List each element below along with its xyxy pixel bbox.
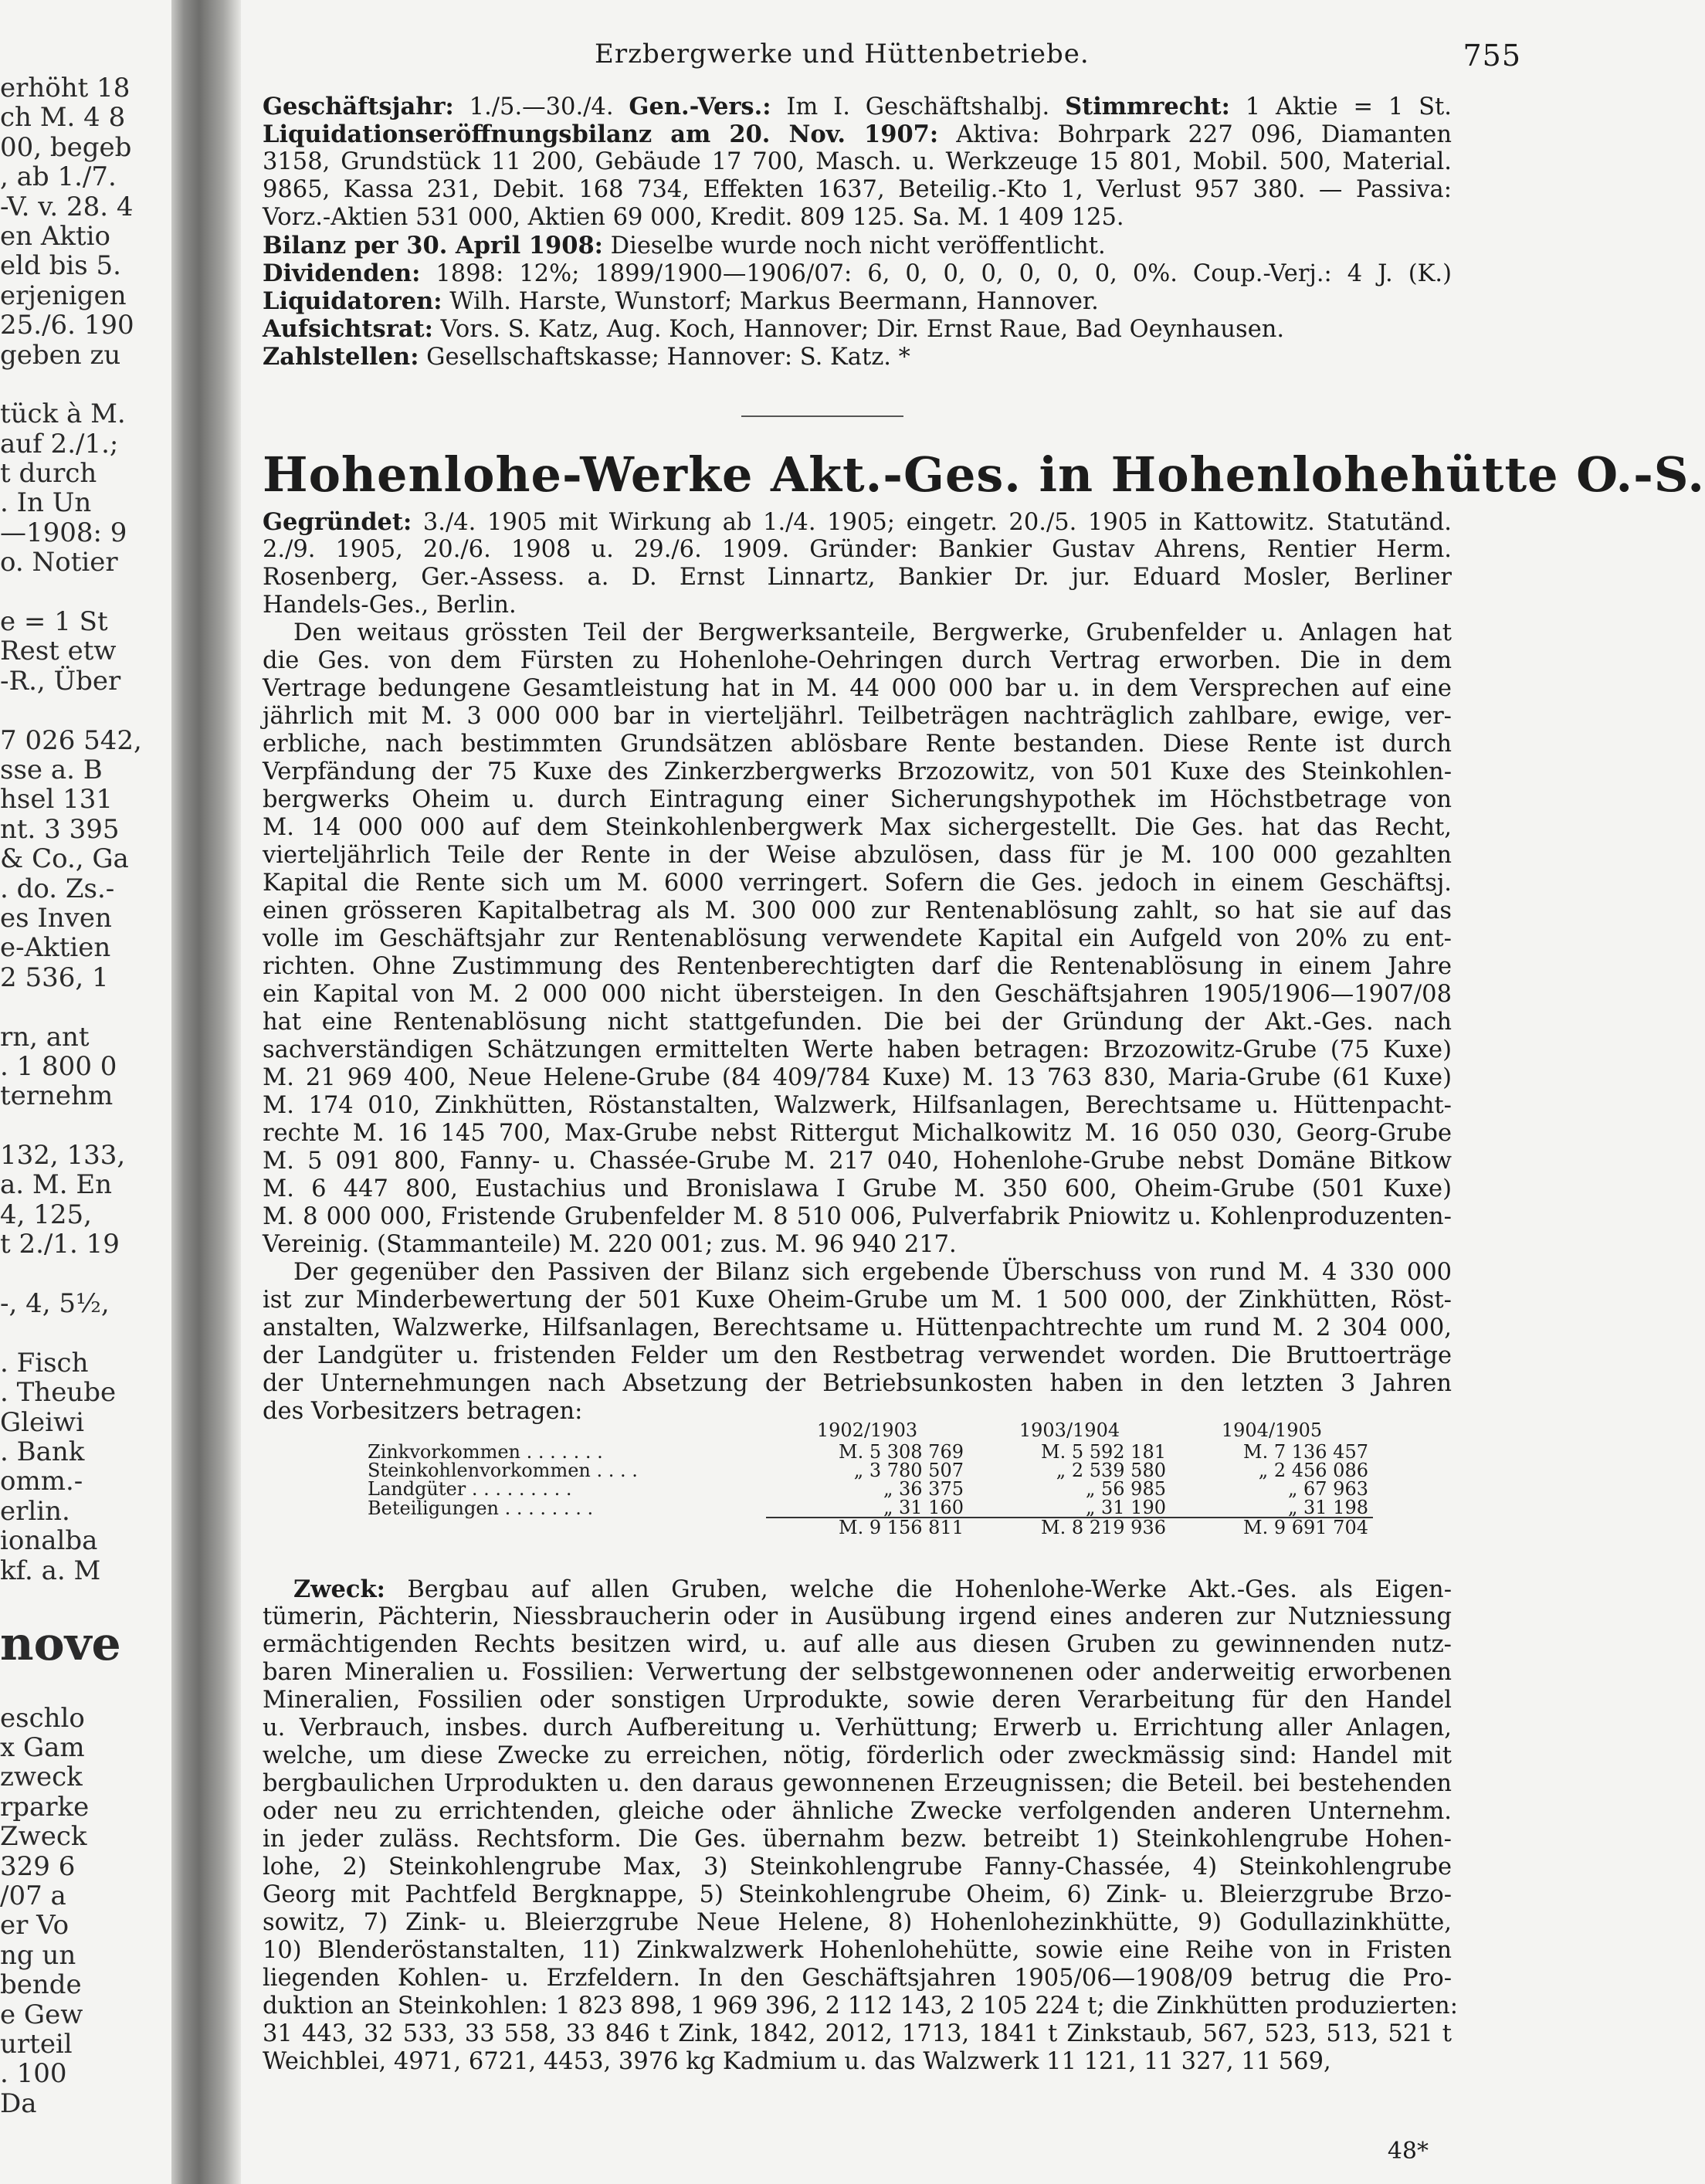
text-line: Den weitaus grössten Teil der Bergwerksanteile, Bergwerke, Grubenfelder u. Anlagen hat [293, 619, 1452, 646]
text-line: bergbaulichen Urprodukten u. den daraus gewonnenen Erzeugnissen; die Beteil. bei bestehenden [263, 1770, 1452, 1797]
bleed-line: rparke [0, 1791, 90, 1823]
bleed-line: er Vo [0, 1910, 69, 1942]
bleed-line: a. M. En [0, 1169, 113, 1201]
text-line: 10) Blenderöstanstalten, 11) Zinkwalzwerk Hohenlohehütte, sowie eine Reihe von in Fristen [263, 1937, 1452, 1964]
text-line: der Landgüter u. fristenden Felder um den Restbetrag verwendet worden. Die Bruttoerträge [263, 1342, 1452, 1369]
text-line: M. 174 010, Zinkhütten, Röstanstalten, Walzwerk, Hilfsanlagen, Berechtsame u. Hüttenpacht- [263, 1092, 1452, 1119]
text-line: Georg mit Pachtfeld Bergknappe, 5) Steinkohlengrube Oheim, 6) Zink- u. Bleierzgrube Brzo- [263, 1881, 1452, 1908]
bleed-line [0, 578, 171, 607]
text-line: Vereinig. (Stammanteile) M. 220 001; zus. M. 96 940 217. [263, 1231, 957, 1258]
table-row [363, 1461, 1373, 1480]
company-body [263, 508, 1452, 1426]
table-cell: „ 56 985 [1085, 1478, 1166, 1500]
bleed-line: 4, 125, [0, 1199, 92, 1230]
text-line: Der gegenüber den Passiven der Bilanz sich ergebende Überschuss von rund M. 4 330 000 [293, 1259, 1452, 1286]
bleed-line: Rest etw [0, 636, 117, 667]
text-line: in jeder zuläss. Rechtsform. Die Ges. übernahm bezw. betreibt 1) Steinkohlengrube Hohen- [263, 1826, 1452, 1853]
text-line: anstalten, Walzwerke, Hilfsanlagen, Berechtsame u. Hüttenpachtrechte um rund M. 2 304 000, [263, 1314, 1452, 1341]
total-cell: M. 9 156 811 [766, 1518, 968, 1537]
purpose-section [263, 1575, 1458, 2076]
text-line: M. 6 447 800, Eustachius und Bronislawa I Grube M. 350 600, Oheim-Grube (501 Kuxe) [263, 1175, 1452, 1202]
text-line: einen grösseren Kapitalbetrag als M. 300 000 zur Rentenablösung zahlt, so hat sie auf das [263, 897, 1452, 924]
text-line: lohe, 2) Steinkohlengrube Max, 3) Steinkohlengrube Fanny-Chassée, 4) Steinkohlengrube [263, 1853, 1452, 1880]
bleed-line: . Fisch [0, 1347, 89, 1379]
bleed-line: 25./6. 190 [0, 310, 134, 341]
bleed-line: Gleiwi [0, 1406, 85, 1438]
bleed-line: Zweck [0, 1821, 87, 1853]
bleed-line: —1908: 9 [0, 517, 127, 548]
text-line: ermächtigenden Rechts besitzen wird, u. auf alle aus diesen Gruben zu gewinnenden nutz- [263, 1631, 1452, 1658]
bleed-line: sse a. B [0, 754, 103, 785]
text-line: Bilanz per 30. April 1908: Dieselbe wurde noch nicht veröffentlicht. [263, 232, 1106, 259]
text-line: M. 14 000 000 auf dem Steinkohlenbergwerk Max sichergestellt. Die Ges. hat das Recht, [263, 814, 1452, 841]
table-cell: „ 31 160 [883, 1497, 964, 1518]
section-divider [741, 415, 903, 417]
total-cell: M. 8 219 936 [968, 1518, 1171, 1537]
text-line: des Vorbesitzers betragen: [263, 1398, 583, 1425]
text-line: Rosenberg, Ger.-Assess. a. D. Ernst Linnartz, Bankier Dr. jur. Eduard Mosler, Berliner [263, 564, 1452, 591]
bleed-line: -R., Über [0, 665, 121, 697]
facing-page-bleed [0, 73, 171, 2159]
bleed-line: kf. a. M [0, 1555, 101, 1586]
text-line: volle im Geschäftsjahr zur Rentenablösung verwendete Kapital ein Aufgeld von 20% zu ent- [263, 925, 1452, 952]
bleed-line [0, 1318, 171, 1348]
text-line: Dividenden: 1898: 12%; 1899/1900—1906/07: 6, 0, 0, 0, 0, 0, 0, 0%. Coup.-Verj.: 4 J. (K.) [263, 259, 1452, 287]
bleed-line: auf 2./1.; [0, 428, 119, 460]
row-label: Beteiligungen . . . . . . . . [368, 1497, 594, 1519]
bleed-line [0, 1260, 171, 1289]
bleed-line [0, 1674, 171, 1703]
text-line: baren Mineralien u. Fossilien: Verwertung der selbstgewonnenen oder anderweitig erworbenen [263, 1659, 1452, 1686]
bleed-line: en Aktio [0, 220, 110, 252]
bleed-line: tück à M. [0, 398, 126, 430]
signature-mark: 48* [1387, 2138, 1429, 2165]
text-line: sowitz, 7) Zink- u. Bleierzgrube Neue Helene, 8) Hohenlohezinkhütte, 9) Godullazinkhütte, [263, 1909, 1452, 1936]
text-line: Weichblei, 4971, 6721, 4453, 3976 kg Kadmium u. das Walzwerk 11 121, 11 327, 11 569, [263, 2048, 1331, 2075]
page-number: 755 [1463, 39, 1521, 73]
bleed-line: eld bis 5. [0, 250, 121, 282]
bleed-line: . 1 800 0 [0, 1050, 117, 1082]
bleed-line: o. Notier [0, 547, 118, 578]
text-line: Verpfändung der 75 Kuxe des Zinkerzbergwerks Brzozowitz, von 501 Kuxe des Steinkohlen- [263, 758, 1452, 785]
text-line: ist zur Minderbewertung der 501 Kuxe Oheim-Grube um M. 1 500 000, der Zinkhütten, Röst- [263, 1287, 1452, 1314]
total-cell: M. 9 691 704 [1171, 1518, 1373, 1537]
text-line: u. Verbrauch, insbes. durch Aufbereitung u. Verhüttung; Erwerb u. Errichtung aller Anlagen, [263, 1714, 1452, 1741]
text-line: welche, um diese Zwecke zu erreichen, nötig, förderlich oder zweckmässig sind: Handel mit [263, 1742, 1452, 1769]
bleed-line: -V. v. 28. 4 [0, 191, 134, 222]
bleed-line: erlin. [0, 1495, 70, 1527]
table-row [363, 1480, 1373, 1498]
row-label: Landgüter . . . . . . . . . [368, 1478, 572, 1500]
text-line: die Ges. von dem Fürsten zu Hohenlohe-Oehringen durch Vertrag erworben. Die in dem [263, 647, 1452, 674]
table-cell: „ 31 190 [1085, 1497, 1166, 1518]
text-line: oder neu zu errichtenden, gleiche oder ähnliche Zwecke verfolgenden anderen Unternehm. [263, 1798, 1452, 1825]
text-line: ein Kapital von M. 2 000 000 nicht übersteigen. In den Geschäftsjahren 1905/1906—1907/08 [263, 981, 1452, 1008]
table-cell: „ 36 375 [883, 1478, 964, 1500]
bleed-line: 329 6 [0, 1850, 76, 1882]
bleed-line: 132, 133, [0, 1140, 126, 1172]
table-cell: „ 2 456 086 [1258, 1460, 1368, 1481]
text-line: Mineralien, Fossilien oder sonstigen Urprodukte, sowie deren Verarbeitung für den Handel [263, 1687, 1452, 1714]
table-cell: „ 67 963 [1287, 1478, 1368, 1500]
bleed-line: . 100 [0, 2058, 67, 2090]
bleed-line: eschlo [0, 1702, 85, 1734]
text-line: 2./9. 1905, 20./6. 1908 u. 29./6. 1909. Gründer: Bankier Gustav Ahrens, Rentier Herm. [263, 536, 1452, 563]
text-line: M. 8 000 000, Fristende Grubenfelder M. 8 510 006, Pulverfabrik Pniowitz u. Kohlenproduzenten- [263, 1203, 1452, 1230]
bleed-line: ch M. 4 8 [0, 102, 126, 134]
text-line: tümerin, Pächterin, Niessbraucherin oder in Ausübung irgend eines anderen zur Nutzniessung [263, 1603, 1452, 1630]
table-cell: M. 7 136 457 [1243, 1441, 1368, 1463]
text-line: Zahlstellen: Gesellschaftskasse; Hannover: S. Katz. * [263, 343, 910, 371]
company-title: Hohenlohe-Werke Akt.-Ges. in Hohenlohehütte O.-S. [263, 446, 1705, 503]
book-gutter [171, 0, 241, 2184]
bleed-line: & Co., Ga [0, 843, 129, 875]
bleed-line: 2 536, 1 [0, 961, 109, 993]
row-label: Zinkvorkommen . . . . . . . [368, 1441, 603, 1463]
bleed-line: e Gew [0, 1999, 83, 2030]
bleed-line: -, 4, 5½, [0, 1288, 110, 1320]
text-line: Vertrage bedungene Gesamtleistung hat in M. 44 000 000 bar u. in dem Versprechen auf eine [263, 675, 1452, 702]
bleed-line: nove [0, 1617, 121, 1672]
bleed-line [0, 370, 171, 399]
bleed-line: Da [0, 2087, 37, 2119]
bleed-line: . Theube [0, 1377, 117, 1409]
bleed-line: bende [0, 1969, 82, 2001]
table-total-row [363, 1518, 1373, 1537]
text-line: der Unternehmungen nach Absetzung der Betriebsunkosten haben in den letzten 3 Jahren [263, 1370, 1452, 1397]
text-line: Vorz.-Aktien 531 000, Aktien 69 000, Kredit. 809 125. Sa. M. 1 409 125. [263, 204, 1124, 231]
bleed-line: urteil [0, 2029, 73, 2060]
text-line: M. 5 091 800, Fanny- u. Chassée-Grube M. 217 040, Hohenlohe-Grube nebst Domäne Bitkow [263, 1148, 1452, 1175]
text-line: Liquidationseröffnungsbilanz am 20. Nov. 1907: Aktiva: Bohrpark 227 096, Diamanten [263, 120, 1452, 148]
text-line: sachverständigen Schätzungen ermittelten Werte haben betragen: Brzozowitz-Grube (75 Kuxe) [263, 1036, 1452, 1063]
text-line: liegenden Kohlen- u. Erzfeldern. In den Geschäftsjahren 1905/06—1908/09 betrug die Pro- [263, 1965, 1452, 1992]
column-header: 1902/1903 [816, 1419, 918, 1441]
bleed-line: . do. Zs.- [0, 873, 115, 904]
bleed-line: e = 1 St [0, 606, 108, 638]
bleed-line: erhöht 18 [0, 73, 131, 103]
text-line: erbliche, nach bestimmten Grundsätzen ablösbare Rente bestanden. Diese Rente ist durch [263, 731, 1452, 758]
bleed-line: . In Un [0, 487, 92, 519]
column-header: 1903/1904 [1019, 1419, 1120, 1441]
text-line: 3158, Grundstück 11 200, Gebäude 17 700, Masch. u. Werkzeuge 15 801, Mobil. 500, Material. [263, 148, 1452, 175]
text-line: richten. Ohne Zustimmung des Rentenberechtigten darf die Rentenablösung in einem Jahre [263, 953, 1452, 980]
running-header [332, 39, 1521, 74]
text-line: Gegründet: 3./4. 1905 mit Wirkung ab 1./4. 1905; eingetr. 20./5. 1905 in Kattowitz. Statutänd. [263, 508, 1452, 536]
text-line: 9865, Kassa 231, Debit. 168 734, Effekten 1637, Beteilig.-Kto 1, Verlust 957 380. — Passiva: [263, 176, 1452, 203]
text-line: rechte M. 16 145 700, Max-Grube nebst Rittergut Michalkowitz M. 16 050 030, Georg-Grube [263, 1120, 1452, 1147]
table-cell: M. 5 308 769 [839, 1441, 964, 1463]
table-cell: „ 31 198 [1287, 1497, 1368, 1518]
text-line: Geschäftsjahr: 1./5.—30./4. Gen.-Vers.: Im I. Geschäftshalbj. Stimmrecht: 1 Aktie = 1 St. [263, 93, 1452, 120]
bleed-line: 00, begeb [0, 131, 132, 163]
bleed-line: zweck [0, 1762, 83, 1793]
text-line: duktion an Steinkohlen: 1 823 898, 1 969 396, 2 112 143, 2 105 224 t; die Zinkhütten produzierten: [263, 1992, 1458, 2020]
text-line: jährlich mit M. 3 000 000 bar in vierteljährl. Teilbeträgen nachträglich zahlbare, ewige, ver- [263, 703, 1452, 730]
text-line: Aufsichtsrat: Vors. S. Katz, Aug. Koch, Hannover; Dir. Ernst Raue, Bad Oeynhausen. [263, 315, 1285, 343]
bleed-line [0, 1111, 171, 1141]
bleed-line [0, 1585, 171, 1615]
bleed-line: 7 026 542, [0, 724, 142, 756]
bleed-line: geben zu [0, 339, 121, 371]
text-line: Kapital die Rente sich um M. 6000 verringert. Sofern die Ges. jedoch in einem Geschäftsj. [263, 870, 1452, 897]
text-line: hat eine Rentenablösung nicht stattgefunden. Die bei der Gründung der Akt.-Ges. nach [263, 1009, 1452, 1036]
bleed-line: ng un [0, 1939, 76, 1971]
bleed-line [0, 696, 171, 725]
text-line: vierteljährlich Teile der Rente in der Weise abzulösen, dass für je M. 100 000 gezahlten [263, 842, 1452, 869]
text-line: 31 443, 32 533, 33 558, 33 846 t Zink, 1842, 2012, 1713, 1841 t Zinkstaub, 567, 523, 513, 521 t [263, 2020, 1452, 2047]
bleed-line: es Inven [0, 902, 112, 934]
bleed-line: e-Aktien [0, 932, 111, 964]
yield-table [363, 1421, 1373, 1537]
bleed-line: t 2./1. 19 [0, 1229, 120, 1260]
table-row [363, 1498, 1373, 1518]
text-line: Zweck: Bergbau auf allen Gruben, welche die Hohenlohe-Werke Akt.-Ges. als Eigen- [293, 1575, 1452, 1603]
table-cell: „ 2 539 580 [1056, 1460, 1166, 1481]
table-cell: M. 5 592 181 [1041, 1441, 1166, 1463]
bleed-line: t durch [0, 458, 97, 490]
bleed-line: /07 a [0, 1880, 66, 1912]
bleed-line: ternehm [0, 1080, 114, 1112]
bleed-line: erjenigen [0, 280, 127, 311]
text-line: bergwerks Oheim u. durch Eintragung einer Sicherungshypothek im Höchstbetrage von [263, 786, 1452, 813]
row-label: Steinkohlenvorkommen . . . . [368, 1460, 638, 1481]
bleed-line: , ab 1./7. [0, 161, 117, 193]
column-header: 1904/1905 [1221, 1419, 1323, 1441]
table-row [363, 1443, 1373, 1461]
bleed-line [0, 992, 171, 1022]
bleed-line: rn, ant [0, 1021, 90, 1053]
bleed-line: ionalba [0, 1525, 98, 1557]
text-line: Handels-Ges., Berlin. [263, 592, 517, 619]
table-header-row [363, 1421, 1373, 1443]
text-line: Liquidatoren: Wilh. Harste, Wunstorf; Markus Beermann, Hannover. [263, 287, 1099, 315]
bleed-line: hsel 131 [0, 784, 114, 816]
text-line: M. 21 969 400, Neue Helene-Grube (84 409/784 Kuxe) M. 13 763 830, Maria-Grube (61 Kuxe) [263, 1064, 1452, 1091]
bleed-line: omm.- [0, 1466, 83, 1497]
running-title: Erzbergwerke und Hüttenbetriebe. [595, 39, 1090, 70]
table-cell: „ 3 780 507 [853, 1460, 964, 1481]
bleed-line: . Bank [0, 1436, 85, 1467]
bleed-line: nt. 3 395 [0, 813, 120, 845]
bleed-line: x Gam [0, 1732, 85, 1764]
previous-entry [263, 93, 1452, 371]
